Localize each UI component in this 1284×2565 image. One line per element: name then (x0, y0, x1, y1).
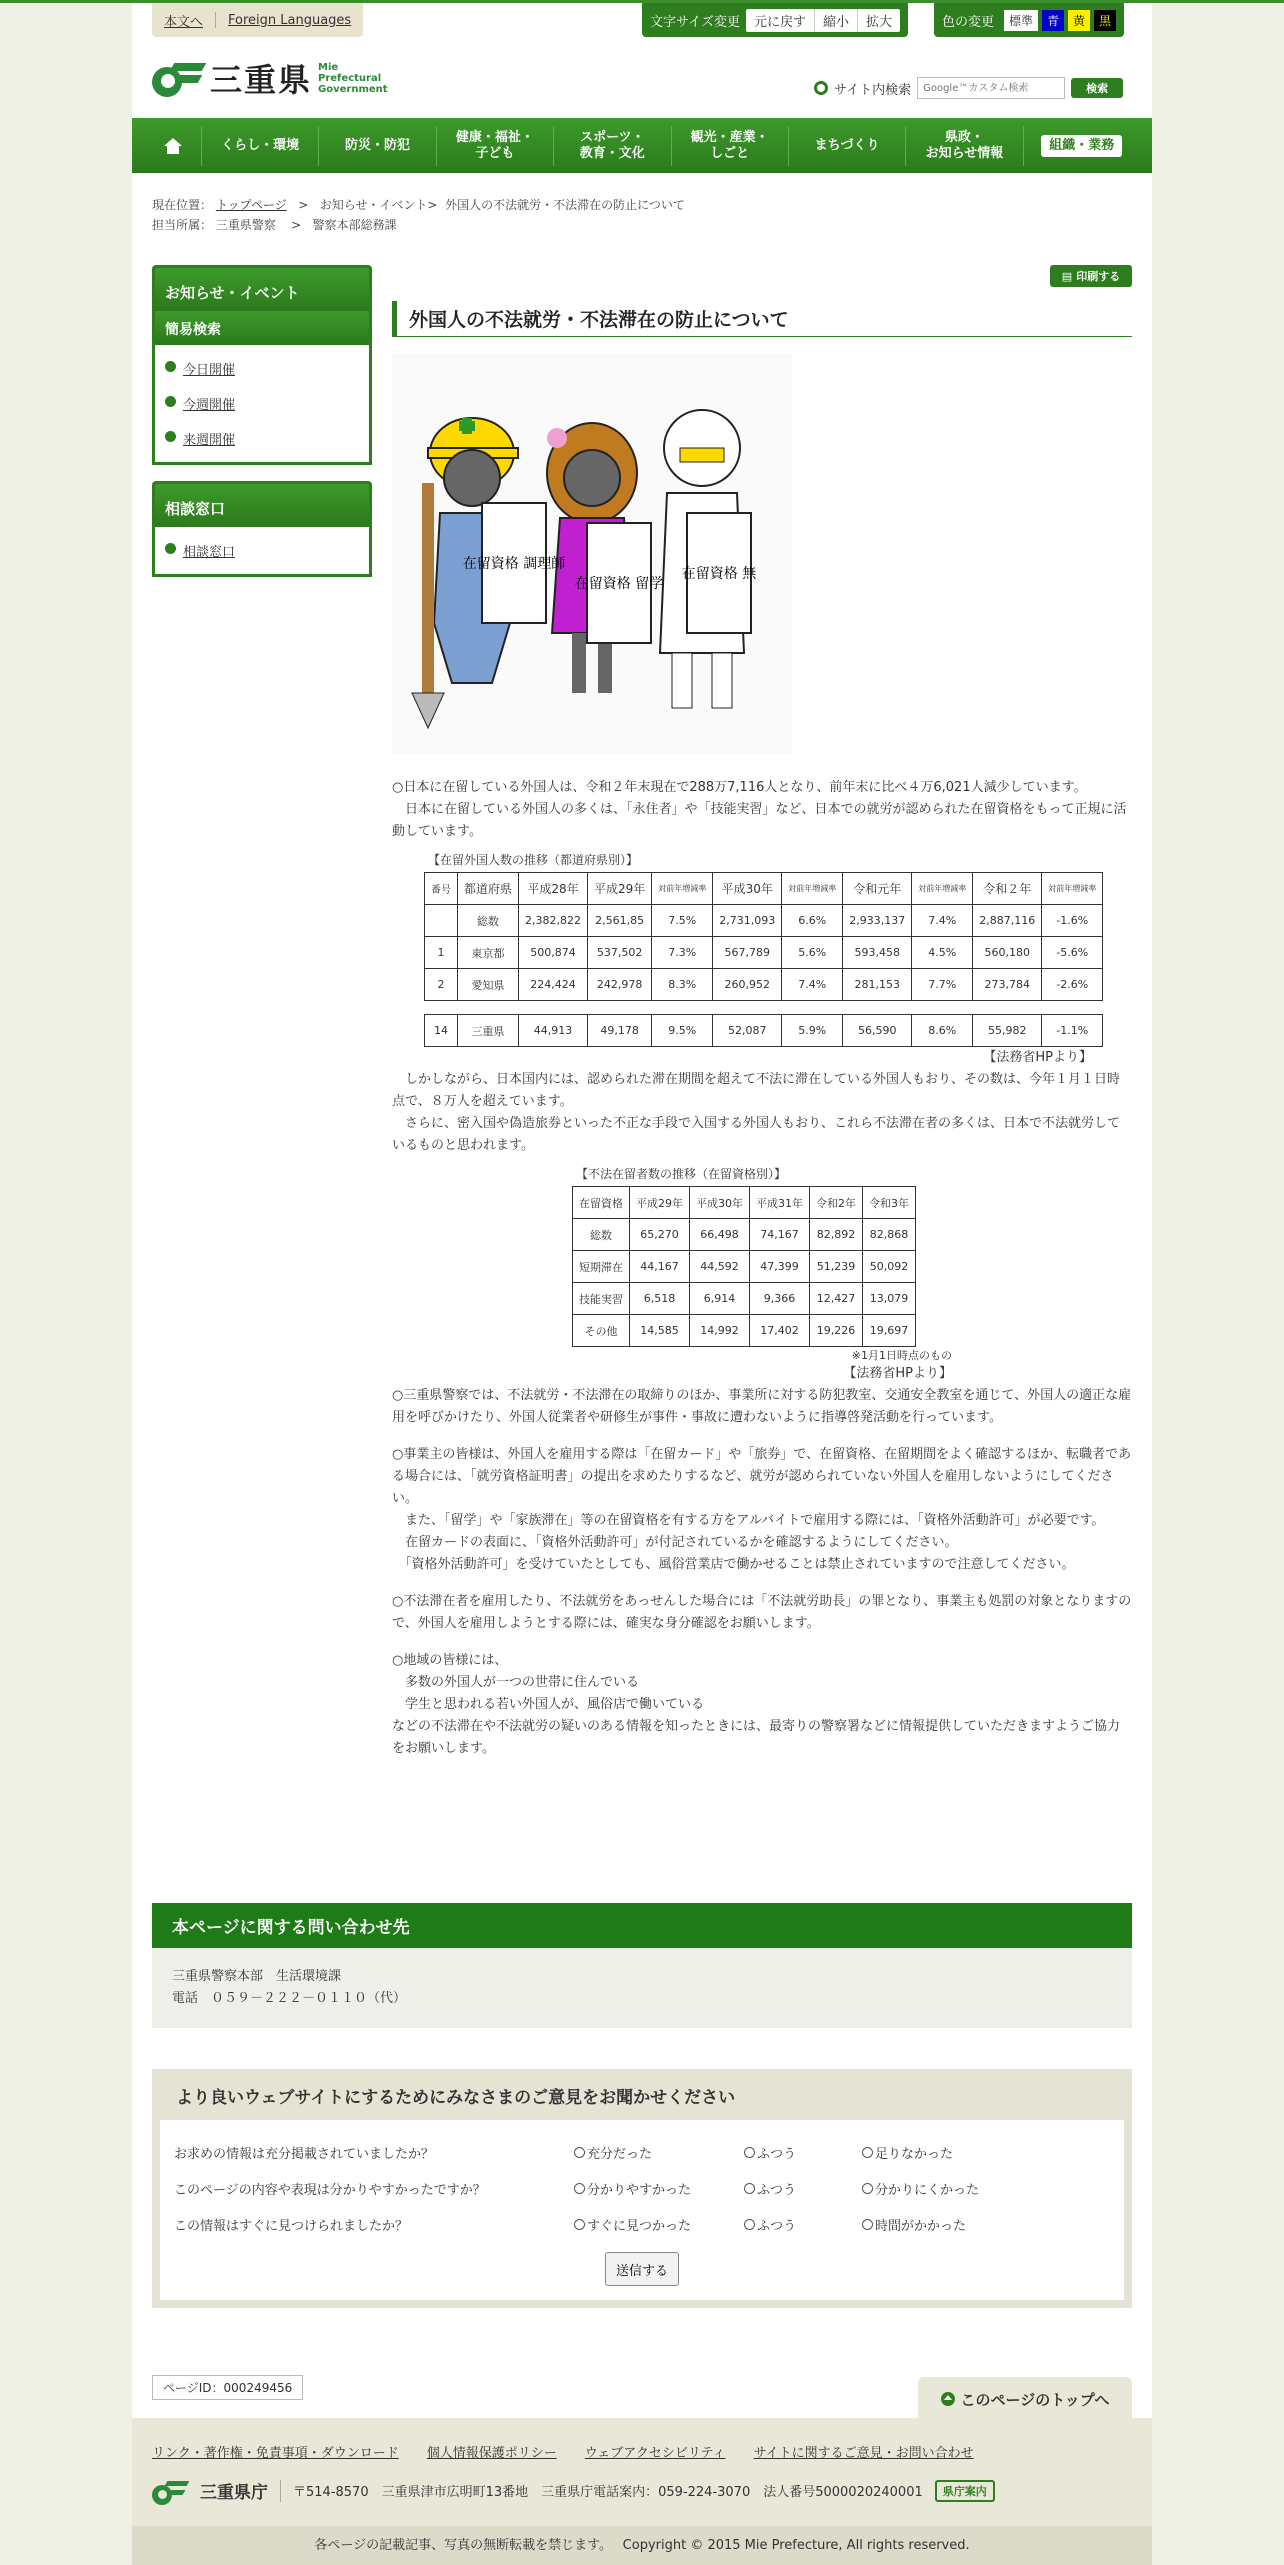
table-row (573, 1283, 916, 1315)
font-reset-button[interactable]: 元に戻す (746, 9, 815, 32)
table-cell: 19,697 (863, 1315, 916, 1347)
divider (215, 12, 216, 28)
paragraph: 「資格外活動許可」を受けていたとしても、風俗営業店で働かせることは禁止されていますので注意してください。 (392, 1557, 1075, 1572)
color-controls (934, 3, 1124, 37)
table-header: 令和元年 (843, 873, 912, 905)
table-header: 令和２年 (973, 873, 1042, 905)
table-cell: 17,402 (750, 1315, 810, 1347)
table-cell: 44,913 (519, 1015, 588, 1047)
paragraph: ○日本に在留している外国人は、令和２年末現在で288万7,116人となり、前年末に比べ４万6,021人減少しています。 (392, 780, 1087, 795)
site-logo[interactable] (152, 55, 388, 101)
nav-item-sports[interactable]: スポーツ・ 教育・文化 (554, 126, 671, 166)
table-cell: 4.5% (912, 937, 973, 969)
nav-item-tourism[interactable]: 観光・産業・ しごと (672, 126, 789, 166)
page-container (132, 3, 1152, 2565)
table-cell: 19,226 (810, 1315, 863, 1347)
survey-title: より良いウェブサイトにするためにみなさまのご意見をお聞かせください (176, 2088, 736, 2108)
radio-button (744, 2147, 755, 2158)
dept-name: 三重県警察 (215, 218, 276, 232)
table-cell: 2,731,093 (713, 905, 782, 937)
table-cell: 2,933,137 (843, 905, 912, 937)
table-row (425, 905, 1103, 937)
table-cell: 1 (425, 937, 458, 969)
table-source: 【法務省HPより】 (983, 1050, 1092, 1065)
table-cell: 56,590 (843, 1015, 912, 1047)
survey-option[interactable]: ふつう (744, 2215, 862, 2234)
quick-search-title: 簡易検索 (155, 311, 369, 345)
footer-office-name: 三重県庁 (200, 2483, 268, 2503)
table-cell: -1.1% (1042, 1015, 1103, 1047)
table-row (573, 1251, 916, 1283)
printer-icon: ▤ (1061, 269, 1073, 283)
contact-org: 三重県警察本部 生活環境課 (172, 1969, 342, 1984)
footer-address (152, 2478, 995, 2503)
paragraph: ○地域の皆様には、 (392, 1653, 508, 1668)
table-cell: 2,382,822 (519, 905, 588, 937)
table-cell: 8.3% (652, 969, 713, 1001)
foreign-languages-link[interactable]: Foreign Languages (228, 12, 352, 28)
font-larger-button[interactable]: 拡大 (866, 14, 893, 30)
table-cell: 537,502 (588, 937, 652, 969)
table-cell: 技能実習 (573, 1283, 630, 1315)
table-header: 平成31年 (750, 1187, 810, 1219)
survey-option[interactable]: すぐに見つかった (574, 2215, 744, 2234)
sidebar-item-consult[interactable]: 相談窓口 (163, 533, 361, 568)
mie-logo-icon (152, 2479, 188, 2503)
font-size-label: 文字サイズ変更 (650, 14, 740, 30)
table-cell: 82,868 (863, 1219, 916, 1251)
svg-text:在留資格 無: 在留資格 無 (681, 566, 757, 582)
arrow-up-icon (941, 2392, 955, 2406)
skip-to-content-link[interactable]: 本文へ (164, 14, 204, 30)
table-cell: 500,874 (519, 937, 588, 969)
nav-home[interactable] (144, 126, 202, 166)
copyright: 各ページの記載記事、写真の無断転載を禁じます。 Copyright © 2015 Mie Prefecture, All rights reserved. (132, 2526, 1152, 2565)
paragraph: しかしながら、日本国内には、認められた滞在期間を超えて不法に滞在している外国人もおり、その数は、今年１月１日時点で、８万人を超えています。 (392, 1072, 1121, 1109)
survey-row: お求めの情報は充分掲載されていましたか？ 充分だった ふつう 足りなかった (174, 2134, 1110, 2170)
radio-button (574, 2219, 585, 2230)
breadcrumb: 現在位置： トップページ > お知らせ・イベント> 外国人の不法就労・不法滞在の防止について 担当所属： 三重県警察 > 警察本部総務課 (152, 198, 685, 232)
footer-links (152, 2442, 974, 2461)
table-cell: 総数 (573, 1219, 630, 1251)
survey-option[interactable]: 分かりやすかった (574, 2179, 744, 2198)
table-cell: 9,366 (750, 1283, 810, 1315)
table-header: 対前年増減率 (1042, 873, 1103, 905)
color-black-button[interactable]: 黒 (1094, 10, 1116, 31)
table-cell: 8.6% (912, 1015, 973, 1047)
table-cell: 44,592 (690, 1251, 750, 1283)
paragraph: ○不法滞在者を雇用したり、不法就労をあっせんした場合には「不法就労助長」の罪となり、事業主も処罰の対象となりますので、外国人を雇用しようとする際には、確実な身分確認をお願いします。 (392, 1594, 1132, 1631)
table-cell: -2.6% (1042, 969, 1103, 1001)
footer (132, 2418, 1152, 2565)
table-cell: 560,180 (973, 937, 1042, 969)
svg-text:在留資格 調理師: 在留資格 調理師 (462, 556, 566, 572)
logo-name: 三重県 (210, 61, 313, 99)
font-smaller-button[interactable]: 縮小 (815, 9, 858, 32)
print-button[interactable]: ▤ 印刷する (1050, 265, 1132, 287)
table-cell: 51,239 (810, 1251, 863, 1283)
survey-option[interactable]: 分かりにくかった (862, 2179, 1032, 2198)
contact-tel: 電話 ０５９－２２２－０１１０（代） (172, 1991, 407, 2006)
font-size-controls (642, 3, 908, 37)
events-title: お知らせ・イベント (155, 268, 369, 311)
search-label: サイト内検索 (834, 82, 912, 98)
dept-sub: 警察本部総務課 (312, 218, 397, 232)
table-cell: 14,585 (630, 1315, 690, 1347)
table-cell: 2 (425, 969, 458, 1001)
table-cell: 7.5% (652, 905, 713, 937)
table-cell: 6,914 (690, 1283, 750, 1315)
table-cell: 14,992 (690, 1315, 750, 1347)
table-cell: 593,458 (843, 937, 912, 969)
table-header: 令和2年 (810, 1187, 863, 1219)
table-caption: 【在留外国人数の推移（都道府県別）】 (428, 853, 639, 867)
mie-logo-icon (152, 59, 204, 97)
table-cell: 三重県 (458, 1015, 519, 1047)
radio-button (744, 2219, 755, 2230)
paragraph: 在留カードの表面に、「資格外活動許可」が付記されているかを確認するようにしてください。 (392, 1535, 958, 1550)
table-header: 平成30年 (713, 873, 782, 905)
site-search (814, 77, 1123, 99)
paragraph: などの不法滞在や不法就労の疑いのある情報を知ったときには、最寄りの警察署などに情報提供していただきますようご協力をお願いします。 (392, 1719, 1121, 1756)
table-cell: 6.6% (782, 905, 843, 937)
table-header: 平成30年 (690, 1187, 750, 1219)
table-cell: 47,399 (750, 1251, 810, 1283)
table-cell (425, 905, 458, 937)
table-header: 対前年増減率 (782, 873, 843, 905)
table-cell: 2,887,116 (973, 905, 1042, 937)
sidebar-item-this-week[interactable]: 今週開催 (163, 386, 361, 421)
table-header: 令和3年 (863, 1187, 916, 1219)
table-cell: 224,424 (519, 969, 588, 1001)
sidebar-item-next-week[interactable]: 来週開催 (163, 421, 361, 456)
table-cell: 13,079 (863, 1283, 916, 1315)
search-input[interactable] (917, 77, 1065, 99)
illegal-stay-table (572, 1161, 1132, 1385)
office-guide-button[interactable]: 県庁案内 (935, 2480, 995, 2502)
footer-address-text: 〒514-8570 三重県津市広明町13番地 三重県庁電話案内：059-224-3070 法人番号5000020240001 (293, 2485, 923, 2500)
illustration-image (392, 353, 792, 753)
events-box (152, 265, 372, 465)
table-row (425, 1015, 1103, 1047)
survey-option[interactable]: ふつう (744, 2179, 862, 2198)
table-cell: 281,153 (843, 969, 912, 1001)
table-cell: 50,092 (863, 1251, 916, 1283)
table-row (573, 1315, 916, 1347)
table-header: 対前年増減率 (912, 873, 973, 905)
breadcrumb-current: 外国人の不法就労・不法滞在の防止について (445, 198, 685, 212)
page-id: ページID：000249456 (152, 2375, 303, 2400)
table-cell: 愛知県 (458, 969, 519, 1001)
radio-button (574, 2183, 585, 2194)
table-row (425, 969, 1103, 1001)
home-icon (164, 138, 182, 154)
table-cell: 7.4% (782, 969, 843, 1001)
table-cell: 74,167 (750, 1219, 810, 1251)
table-cell: 242,978 (588, 969, 652, 1001)
breadcrumb-top-link[interactable]: トップページ (215, 198, 287, 212)
table-cell: 273,784 (973, 969, 1042, 1001)
table-cell: 52,087 (713, 1015, 782, 1047)
breadcrumb-news: お知らせ・イベント> (319, 198, 438, 212)
table-cell: -5.6% (1042, 937, 1103, 969)
table-header: 都道府県 (458, 873, 519, 905)
table-row (425, 937, 1103, 969)
table-header: 対前年増減率 (652, 873, 713, 905)
table-note: ※1月1日時点のもの (851, 1349, 952, 1362)
back-to-top-link[interactable]: このページのトップへ (918, 2377, 1132, 2421)
color-yellow-button[interactable]: 黄 (1068, 10, 1090, 31)
table-cell: 65,270 (630, 1219, 690, 1251)
table-cell: 66,498 (690, 1219, 750, 1251)
contact-title: 本ページに関する問い合わせ先 (152, 1903, 1132, 1948)
table-cell: 9.5% (652, 1015, 713, 1047)
table-cell: 12,427 (810, 1283, 863, 1315)
table-cell: 6,518 (630, 1283, 690, 1315)
table-cell: -1.6% (1042, 905, 1103, 937)
table-cell: 2,561,85 (588, 905, 652, 937)
radio-button (744, 2183, 755, 2194)
table-header: 在留資格 (573, 1187, 630, 1219)
paragraph: ○三重県警察では、不法就労・不法滞在の取締りのほか、事業所に対する防犯教室、交通安全教室を通じて、外国人の適正な雇用を呼びかけたり、外国人従業者や研修生が事件・事故に遭わないように指導啓発活動を行っています。 (392, 1388, 1132, 1425)
radio-button (862, 2147, 873, 2158)
table-cell: 44,167 (630, 1251, 690, 1283)
table-cell: 55,982 (973, 1015, 1042, 1047)
paragraph: ○事業主の皆様は、外国人を雇用する際は「在留カード」や「旅券」で、在留資格、在留期間をよく確認するほか、転職者である場合には、「就労資格証明書」の提出を求めたりするなど、就労が認められていない外国人を雇用しないようにしてください。 (392, 1447, 1132, 1506)
survey-option[interactable]: 足りなかった (862, 2143, 1032, 2162)
search-button[interactable]: 検索 (1071, 78, 1123, 98)
table-cell: 7.4% (912, 905, 973, 937)
table-header: 平成29年 (588, 873, 652, 905)
nav-item-prefgov[interactable]: 県政・ お知らせ情報 (906, 126, 1023, 166)
survey-option[interactable]: 時間がかかった (862, 2215, 1032, 2234)
paragraph: また、「留学」や「家族滞在」等の在留資格を有する方をアルバイトで雇用する際には、「資格外活動許可」が必要です。 (392, 1513, 1105, 1528)
footer-link-feedback[interactable]: サイトに関するご意見・お問い合わせ (753, 2446, 974, 2461)
nav-item-living[interactable]: くらし・環境 (202, 126, 319, 166)
paragraph: 学生と思われる若い外国人が、風俗店で働いている (392, 1697, 705, 1712)
nav-item-disaster[interactable]: 防災・防犯 (319, 126, 436, 166)
color-blue-button[interactable]: 青 (1042, 10, 1064, 31)
nav-item-health[interactable]: 健康・福祉・ 子ども (437, 126, 554, 166)
search-icon (814, 81, 828, 95)
page-title: 外国人の不法就労・不法滞在の防止について (392, 301, 1132, 337)
paragraph: 日本に在留している外国人の多くは、「永住者」や「技能実習」など、日本での就労が認められた在留資格をもって正規に活動しています。 (392, 802, 1127, 839)
table-header: 平成28年 (519, 873, 588, 905)
table-cell: 49,178 (588, 1015, 652, 1047)
table-cell: 7.7% (912, 969, 973, 1001)
survey-row: このページの内容や表現は分かりやすかったですか？ 分かりやすかった ふつう 分かりにくかった (174, 2170, 1110, 2206)
radio-button (574, 2147, 585, 2158)
survey-option[interactable]: 充分だった (574, 2143, 744, 2162)
main-content (392, 301, 1132, 1760)
nav-item-town[interactable]: まちづくり (789, 126, 906, 166)
survey-submit-button[interactable]: 送信する (605, 2252, 679, 2286)
table-header: 番号 (425, 873, 458, 905)
paragraph: 多数の外国人が一つの世帯に住んでいる (392, 1675, 640, 1690)
global-nav (132, 118, 1152, 173)
table-caption: 【不法在留者数の推移（在留資格別）】 (576, 1167, 787, 1181)
nav-item-org[interactable]: 組織・業務 (1024, 126, 1140, 166)
radio-button (862, 2219, 873, 2230)
sidebar-item-today[interactable]: 今日開催 (163, 351, 361, 386)
table-cell: 14 (425, 1015, 458, 1047)
contact-box (152, 1903, 1132, 2028)
radio-button (862, 2183, 873, 2194)
survey-option[interactable]: ふつう (744, 2143, 862, 2162)
sidebar (152, 265, 372, 593)
footer-link-privacy[interactable]: 個人情報保護ポリシー (426, 2446, 557, 2461)
table-cell: 総数 (458, 905, 519, 937)
foreign-residents-table (424, 847, 1132, 1069)
table-cell: 短期滞在 (573, 1251, 630, 1283)
table-header: 平成29年 (630, 1187, 690, 1219)
utility-links (152, 3, 363, 37)
feedback-survey (152, 2069, 1132, 2308)
table-cell: 5.9% (782, 1015, 843, 1047)
table-cell: 260,952 (713, 969, 782, 1001)
svg-text:在留資格 留学: 在留資格 留学 (574, 576, 664, 592)
table-cell: その他 (573, 1315, 630, 1347)
survey-row: この情報はすぐに見つけられましたか？ すぐに見つかった ふつう 時間がかかった (174, 2206, 1110, 2242)
footer-link-terms[interactable]: リンク・著作権・免責事項・ダウンロード (152, 2446, 399, 2461)
table-cell: 東京都 (458, 937, 519, 969)
table-cell: 7.3% (652, 937, 713, 969)
footer-link-accessibility[interactable]: ウェブアクセシビリティ (584, 2446, 726, 2461)
logo-english: Mie Prefectural Government (318, 61, 388, 95)
table-cell: 567,789 (713, 937, 782, 969)
consult-box (152, 481, 372, 577)
table-source: 【法務省HPより】 (843, 1366, 952, 1381)
table-row (573, 1219, 916, 1251)
color-standard-button[interactable]: 標準 (1004, 10, 1038, 31)
table-cell: 82,892 (810, 1219, 863, 1251)
table-cell: 5.6% (782, 937, 843, 969)
color-label: 色の変更 (942, 14, 995, 30)
paragraph: さらに、密入国や偽造旅券といった不正な手段で入国する外国人もおり、これら不法滞在者の多くは、日本で不法就労しているものと思われます。 (392, 1116, 1121, 1153)
consult-title: 相談窓口 (155, 484, 369, 527)
